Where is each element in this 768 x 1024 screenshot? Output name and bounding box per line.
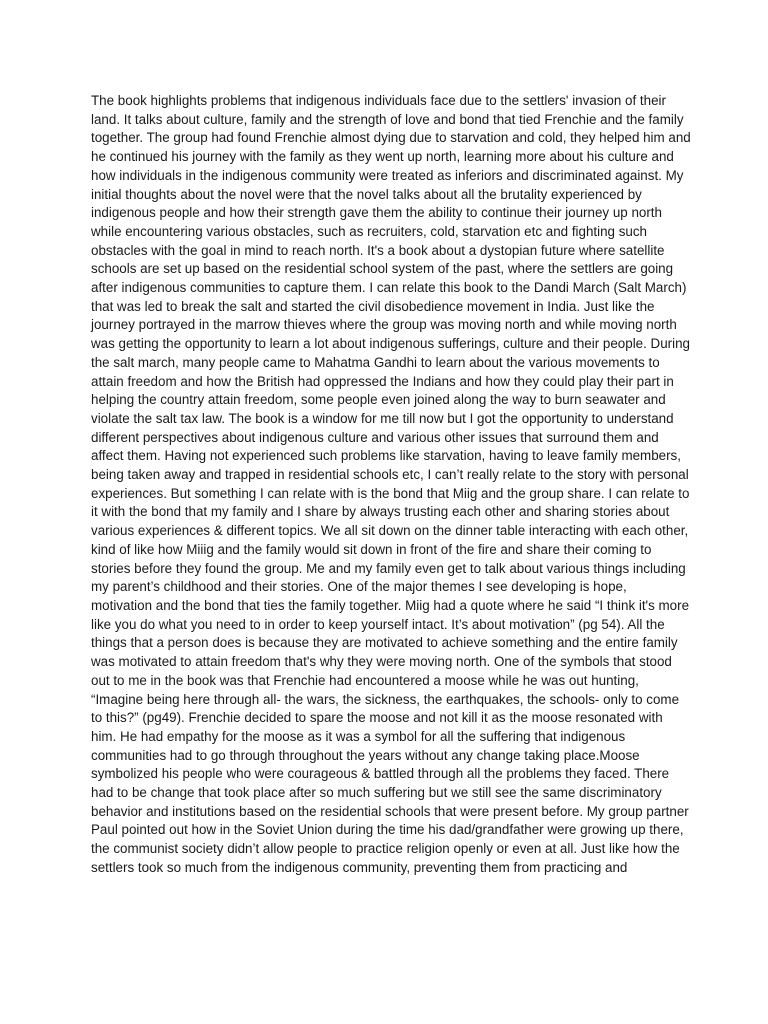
essay-paragraph: The book highlights problems that indigenous individuals face due to the settlers' invasion of their land. It talks about culture, family and the strength of love and bond that tied Frenchie and the family together. The group had found Frenchie almost dying due to starvation and cold, they helped him and he continued his journey with the family as they went up north, learning more about his culture and how individuals in the indigenous community were treated as inferiors and discriminated against. My initial thoughts about the novel were that the novel talks about all the brutality experienced by indigenous people and how their strength gave them the ability to continue their journey up north while encountering various obstacles, such as recruiters, cold, starvation etc and fighting such obstacles with the goal in mind to reach north. It's a book about a dystopian future where satellite schools are set up based on the residential school system of the past, where the settlers are going after indigenous communities to capture them. I can relate this book to the Dandi March (Salt March) that was led to break the salt and started the civil disobedience movement in India. Just like the journey portrayed in the marrow thieves where the group was moving north and while moving north was getting the opportunity to learn a lot about indigenous sufferings, culture and their people. During the salt march, many people came to Mahatma Gandhi to learn about the various movements to attain freedom and how the British had oppressed the Indians and how they could play their part in helping the country attain freedom, some people even joined along the way to burn seawater and violate the salt tax law. The book is a window for me till now but I got the opportunity to understand different perspectives about indigenous culture and various other issues that surround them and affect them. Having not experienced such problems like starvation, having to leave family members, being taken away and trapped in residential schools etc, I can’t really relate to the story with personal experiences. But something I can relate with is the bond that Miig and the group share. I can relate to it with the bond that my family and I share by always trusting each other and sharing stories about various experiences & different topics. We all sit down on the dinner table interacting with each other, kind of like how Miiig and the family would sit down in front of the fire and share their coming to stories before they found the group. Me and my family even get to talk about various things including my parent’s childhood and their stories. One of the major themes I see developing is hope, motivation and the bond that ties the family together. Miig had a quote where he said “I think it's more like you do what you need to in order to keep yourself intact. It’s about motivation” (pg 54). All the things that a person does is because they are motivated to achieve something and the entire family was motivated to attain freedom that's why they were moving north. One of the symbols that stood out to me in the book was that Frenchie had encountered a moose while he was out hunting, “Imagine being here through all- the wars, the sickness, the earthquakes, the schools- only to come to this?” (pg49). Frenchie decided to spare the moose and not kill it as the moose resonated with him. He had empathy for the moose as it was a symbol for all the suffering that indigenous communities had to go through throughout the years without any change taking place.Moose symbolized his people who were courageous & battled through all the problems they faced. There had to be change that took place after so much suffering but we still see the same discriminatory behavior and institutions based on the residential schools that were present before. My group partner Paul pointed out how in the Soviet Union during the time his dad/grandfather were growing up there, the communist society didn’t allow people to practice religion openly or even at all. Just like how the settlers took so much from the indigenous community, preventing them from practicing and bbox=[91, 93, 691, 875]
